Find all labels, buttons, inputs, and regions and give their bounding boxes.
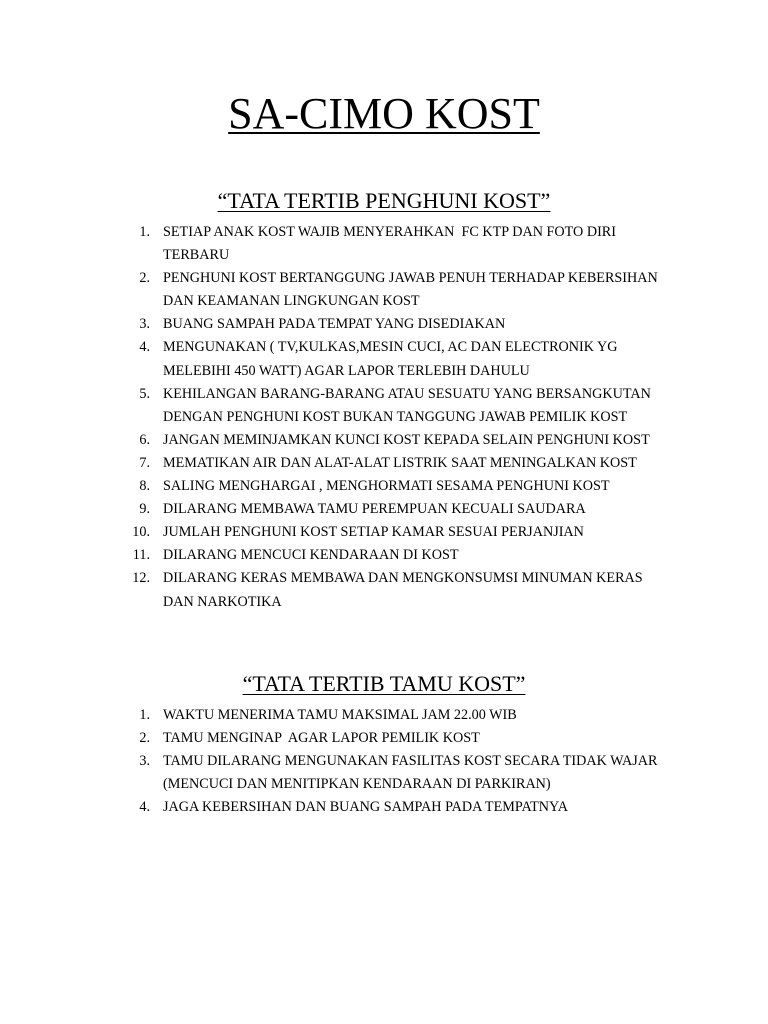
item-text: BUANG SAMPAH PADA TEMPAT YANG DISEDIAKAN xyxy=(163,316,506,333)
item-text: MENGUNAKAN ( TV,KULKAS,MESIN CUCI, AC DAN ELECTRONIK YG MELEBIHI 450 WATT) AGAR LAPOR TERLEBIH DAHULU xyxy=(163,339,618,379)
item-number: 2. xyxy=(139,270,150,287)
rules-list-tamu xyxy=(0,704,768,819)
item-text: JAGA KEBERSIHAN DAN BUANG SAMPAH PADA TEMPATNYA xyxy=(163,799,568,816)
list-item xyxy=(0,267,768,313)
item-text: DILARANG MEMBAWA TAMU PEREMPUAN KECUALI SAUDARA xyxy=(163,501,586,518)
list-item xyxy=(0,498,768,521)
item-text: TAMU DILARANG MENGUNAKAN FASILITAS KOST SECARA TIDAK WAJAR (MENCUCI DAN MENITIPKAN KENDARAAN DI PARKIRAN) xyxy=(163,753,658,793)
rules-list-penghuni xyxy=(0,221,768,614)
item-text: DILARANG KERAS MEMBAWA DAN MENGKONSUMSI MINUMAN KERAS DAN NARKOTIKA xyxy=(163,570,643,610)
item-number: 12. xyxy=(132,570,150,587)
item-number: 4. xyxy=(139,339,150,356)
list-item xyxy=(0,544,768,567)
list-item xyxy=(0,727,768,750)
list-item xyxy=(0,521,768,544)
item-text: DILARANG MENCUCI KENDARAAN DI KOST xyxy=(163,547,459,564)
list-item xyxy=(0,750,768,796)
item-text: SALING MENGHARGAI , MENGHORMATI SESAMA PENGHUNI KOST xyxy=(163,478,610,495)
list-item xyxy=(0,383,768,429)
item-number: 9. xyxy=(139,501,150,518)
item-number: 7. xyxy=(139,454,150,471)
list-item xyxy=(0,475,768,498)
item-text: WAKTU MENERIMA TAMU MAKSIMAL JAM 22.00 WIB xyxy=(163,707,517,723)
item-number: 10. xyxy=(132,524,150,541)
item-number: 11. xyxy=(132,547,150,564)
section-heading-tamu: “TATA TERTIB TAMU KOST” xyxy=(242,671,526,696)
list-item xyxy=(0,704,768,727)
item-text: TAMU MENGINAP AGAR LAPOR PEMILIK KOST xyxy=(163,730,480,747)
list-item xyxy=(0,429,768,452)
list-item xyxy=(0,313,768,336)
item-number: 5. xyxy=(139,385,150,402)
item-text: JUMLAH PENGHUNI KOST SETIAP KAMAR SESUAI PERJANJIAN xyxy=(163,524,584,541)
item-text: SETIAP ANAK KOST WAJIB MENYERAHKAN FC KTP DAN FOTO DIRI TERBARU xyxy=(163,224,616,264)
list-item xyxy=(0,567,768,613)
item-number: 4. xyxy=(139,799,150,816)
item-text: PENGHUNI KOST BERTANGGUNG JAWAB PENUH TERHADAP KEBERSIHAN DAN KEAMANAN LINGKUNGAN KOST xyxy=(163,270,658,310)
list-item xyxy=(0,336,768,382)
item-text: KEHILANGAN BARANG-BARANG ATAU SESUATU YANG BERSANGKUTAN DENGAN PENGHUNI KOST BUKAN TANGGUNG JAWAB PEMILIK KOST xyxy=(163,385,651,425)
item-number: 3. xyxy=(139,753,150,770)
document-title: SA-CIMO KOST xyxy=(228,89,540,138)
list-item xyxy=(0,452,768,475)
item-number: 2. xyxy=(139,730,150,747)
item-number: 1. xyxy=(139,707,150,723)
item-number: 1. xyxy=(139,224,150,240)
list-item xyxy=(0,221,768,267)
item-number: 6. xyxy=(139,431,150,448)
section-heading-penghuni: “TATA TERTIB PENGHUNI KOST” xyxy=(217,188,551,213)
item-text: JANGAN MEMINJAMKAN KUNCI KOST KEPADA SELAIN PENGHUNI KOST xyxy=(163,431,650,448)
item-text: MEMATIKAN AIR DAN ALAT-ALAT LISTRIK SAAT MENINGALKAN KOST xyxy=(163,454,637,471)
list-item xyxy=(0,796,768,819)
item-number: 3. xyxy=(139,316,150,333)
item-number: 8. xyxy=(139,478,150,495)
